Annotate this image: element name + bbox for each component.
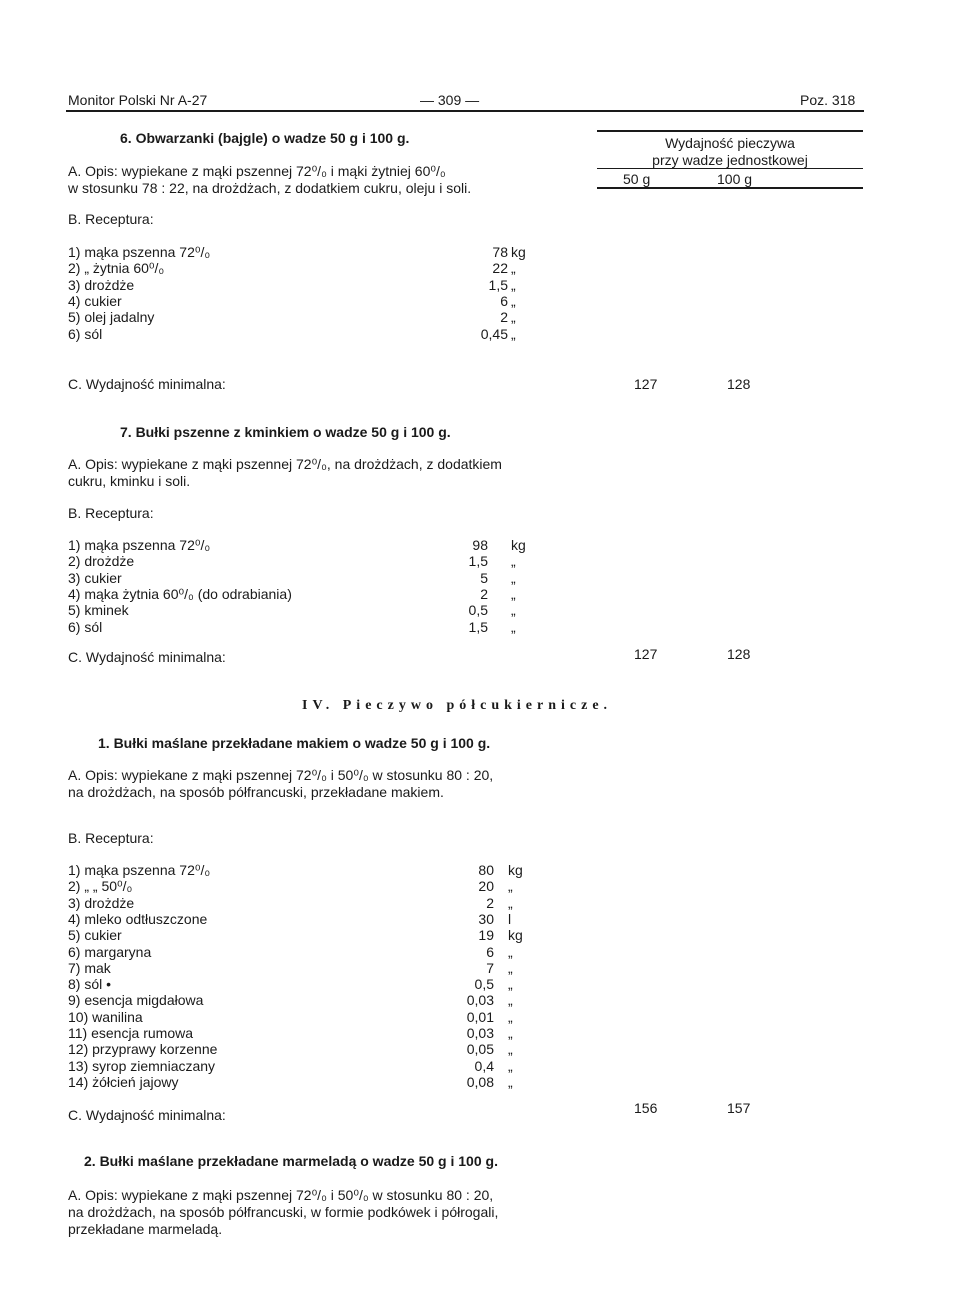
ingredient-unit: „ — [511, 325, 516, 342]
ingredient-quantity: 80 — [478, 862, 494, 878]
ingredient-unit: „ — [508, 992, 513, 1009]
section-7-title: 7. Bułki pszenne z kminkiem o wadze 50 g i 100 g. — [120, 424, 451, 440]
ingredient-unit: „ — [511, 618, 516, 635]
section-1-desc-1: A. Opis: wypiekane z mąki pszennej 72⁰/₀ i 50⁰/₀ w stosunku 80 : 20, — [68, 767, 494, 783]
recipe-row — [68, 277, 548, 293]
ingredient-unit: „ — [508, 1057, 513, 1074]
ingredient-name: 6) sól — [68, 325, 103, 342]
ingredient-name: 3) drożdże — [68, 894, 135, 911]
ingredient-unit: „ — [511, 553, 516, 570]
yield-table-bottom-rule — [597, 187, 863, 189]
section-7-yield-label: C. Wydajność minimalna: — [68, 649, 226, 665]
section-6-yield-label: C. Wydajność minimalna: — [68, 376, 226, 392]
ingredient-name: 2) drożdże — [68, 553, 135, 570]
section-1-title: 1. Bułki maślane przekładane makiem o wadze 50 g i 100 g. — [98, 735, 491, 751]
section-2-title: 2. Bułki maślane przekładane marmeladą o wadze 50 g i 100 g. — [84, 1153, 498, 1169]
recipe-row — [68, 1074, 548, 1090]
yield-col-50g: 50 g — [623, 171, 651, 187]
yield-table-top-rule — [597, 130, 863, 132]
ingredient-name: 5) cukier — [68, 927, 122, 944]
section-2-desc-2: na drożdżach, na sposób półfrancuski, w formie podkówek i półrogali, — [68, 1204, 499, 1220]
ingredient-name: 11) esencja rumowa — [68, 1025, 194, 1041]
ingredient-quantity: 6 — [486, 943, 494, 960]
ingredient-unit: „ — [511, 585, 516, 602]
recipe-row — [68, 570, 548, 586]
recipe-row — [68, 1009, 548, 1025]
part-4-heading: IV. Pieczywo półcukiernicze. — [302, 698, 613, 713]
ingredient-unit: kg — [508, 927, 523, 944]
recipe-row — [68, 992, 548, 1008]
section-6-yield-100: 128 — [727, 376, 751, 392]
ingredient-quantity: 2 — [480, 585, 488, 602]
recipe-row — [68, 293, 548, 309]
ingredient-quantity: 0,03 — [466, 1025, 494, 1041]
yield-table-mid-rule — [597, 168, 863, 169]
section-6-yield-50: 127 — [634, 376, 658, 392]
recipe-row — [68, 1058, 548, 1074]
recipe-row — [68, 619, 548, 635]
ingredient-name: 3) cukier — [68, 569, 122, 586]
ingredient-quantity: 2 — [486, 894, 494, 911]
section-6-desc-2: w stosunku 78 : 22, na drożdżach, z dodatkiem cukru, oleju i soli. — [68, 180, 472, 196]
ingredient-name: 7) mak — [68, 959, 111, 976]
recipe-row — [68, 602, 548, 618]
section-2-desc-3: przekładane marmeladą. — [68, 1221, 223, 1237]
recipe-row — [68, 911, 548, 927]
ingredient-quantity: 2 — [500, 309, 508, 326]
ingredient-quantity: 0,05 — [466, 1041, 494, 1058]
section-1-recipe-label: B. Receptura: — [68, 830, 154, 846]
ingredient-name: 9) esencja migdałowa — [68, 992, 204, 1009]
ingredient-quantity: 0,5 — [468, 602, 488, 619]
recipe-row — [68, 976, 548, 992]
ingredient-name: 4) cukier — [68, 292, 122, 309]
section-6-desc-1: A. Opis: wypiekane z mąki pszennej 72⁰/₀ i mąki żytniej 60⁰/₀ — [68, 163, 446, 179]
ingredient-quantity: 0,08 — [466, 1073, 494, 1090]
ingredient-unit: „ — [511, 260, 516, 277]
ingredient-unit: „ — [511, 276, 516, 293]
section-1-yield-label: C. Wydajność minimalna: — [68, 1107, 226, 1123]
recipe-row — [68, 862, 548, 878]
ingredient-quantity: 5 — [480, 569, 488, 586]
recipe-row — [68, 553, 548, 569]
ingredient-name: 2) „ żytnia 60⁰/₀ — [68, 260, 165, 277]
section-7-desc-1: A. Opis: wypiekane z mąki pszennej 72⁰/₀, na drożdżach, z dodatkiem — [68, 456, 502, 472]
ingredient-unit: „ — [511, 569, 516, 586]
section-7-yield-50: 127 — [634, 646, 658, 662]
ingredient-unit: „ — [508, 1073, 513, 1090]
ingredient-name: 6) sól — [68, 618, 103, 635]
ingredient-name: 13) syrop ziemniaczany — [68, 1057, 216, 1074]
header-page-number: — 309 — — [420, 92, 480, 108]
ingredient-name: 4) mleko odtłuszczone — [68, 910, 208, 927]
ingredient-name: 14) żółcień jajowy — [68, 1073, 179, 1090]
ingredient-unit: kg — [511, 537, 526, 553]
ingredient-unit: „ — [511, 292, 516, 309]
ingredient-unit: l — [508, 910, 512, 927]
recipe-row — [68, 326, 548, 342]
ingredient-name: 8) sól • — [68, 976, 112, 993]
ingredient-unit: kg — [511, 244, 526, 260]
section-7-recipe-label: B. Receptura: — [68, 505, 154, 521]
recipe-row — [68, 878, 548, 894]
ingredient-quantity: 30 — [478, 910, 494, 927]
ingredient-unit: „ — [508, 1008, 513, 1025]
section-1-yield-100: 157 — [727, 1100, 751, 1116]
ingredient-quantity: 22 — [492, 260, 508, 277]
ingredient-quantity: 0,4 — [474, 1057, 494, 1074]
ingredient-quantity: 98 — [472, 537, 488, 553]
ingredient-unit: „ — [508, 1041, 513, 1058]
recipe-row — [68, 1041, 548, 1057]
ingredient-quantity: 0,5 — [474, 976, 494, 993]
recipe-row — [68, 895, 548, 911]
ingredient-unit: „ — [508, 894, 513, 911]
ingredient-quantity: 78 — [492, 244, 508, 260]
ingredient-name: 1) mąka pszenna 72⁰/₀ — [68, 244, 211, 260]
ingredient-quantity: 20 — [478, 878, 494, 895]
ingredient-quantity: 0,45 — [480, 325, 508, 342]
ingredient-unit: „ — [508, 976, 513, 993]
recipe-row — [68, 244, 548, 260]
header-publication: Monitor Polski Nr A-27 — [68, 92, 208, 108]
section-7-desc-2: cukru, kminku i soli. — [68, 473, 191, 489]
ingredient-name: 12) przyprawy korzenne — [68, 1041, 218, 1058]
ingredient-name: 3) drożdże — [68, 276, 135, 293]
section-2-desc-1: A. Opis: wypiekane z mąki pszennej 72⁰/₀ i 50⁰/₀ w stosunku 80 : 20, — [68, 1187, 494, 1203]
ingredient-quantity: 0,01 — [466, 1008, 494, 1025]
ingredient-unit: „ — [508, 959, 513, 976]
ingredient-quantity: 19 — [478, 927, 494, 944]
ingredient-quantity: 1,5 — [488, 276, 508, 293]
header-position: Poz. 318 — [800, 92, 856, 108]
ingredient-unit: „ — [508, 1025, 513, 1041]
ingredient-name: 6) margaryna — [68, 943, 152, 960]
ingredient-name: 5) olej jadalny — [68, 309, 155, 326]
ingredient-name: 2) „ „ 50⁰/₀ — [68, 878, 133, 895]
ingredient-quantity: 7 — [486, 959, 494, 976]
section-6-recipe-label: B. Receptura: — [68, 211, 154, 227]
ingredient-name: 1) mąka pszenna 72⁰/₀ — [68, 862, 211, 878]
header-rule — [66, 110, 864, 112]
recipe-row — [68, 927, 548, 943]
ingredient-name: 1) mąka pszenna 72⁰/₀ — [68, 537, 211, 553]
section-6-title: 6. Obwarzanki (bajgle) o wadze 50 g i 100 g. — [120, 130, 410, 146]
section-1-desc-2: na drożdżach, na sposób półfrancuski, przekładane makiem. — [68, 784, 444, 800]
ingredient-unit: „ — [508, 878, 513, 895]
ingredient-name: 4) mąka żytnia 60⁰/₀ (do odrabiania) — [68, 585, 292, 602]
recipe-row — [68, 1025, 548, 1041]
yield-table-title-1: Wydajność pieczywa — [665, 135, 795, 151]
recipe-row — [68, 260, 548, 276]
ingredient-name: 5) kminek — [68, 602, 129, 619]
ingredient-name: 10) wanilina — [68, 1008, 143, 1025]
ingredient-unit: „ — [511, 309, 516, 326]
yield-col-100g: 100 g — [717, 171, 753, 187]
recipe-row — [68, 537, 548, 553]
ingredient-unit: kg — [508, 862, 523, 878]
section-1-yield-50: 156 — [634, 1100, 658, 1116]
ingredient-quantity: 1,5 — [468, 618, 488, 635]
ingredient-quantity: 6 — [500, 292, 508, 309]
ingredient-unit: „ — [511, 602, 516, 619]
section-7-yield-100: 128 — [727, 646, 751, 662]
ingredient-unit: „ — [508, 943, 513, 960]
recipe-row — [68, 586, 548, 602]
recipe-row — [68, 944, 548, 960]
ingredient-quantity: 1,5 — [468, 553, 488, 570]
recipe-row — [68, 309, 548, 325]
recipe-row — [68, 960, 548, 976]
ingredient-quantity: 0,03 — [466, 992, 494, 1009]
yield-table-title-2: przy wadze jednostkowej — [652, 152, 808, 168]
